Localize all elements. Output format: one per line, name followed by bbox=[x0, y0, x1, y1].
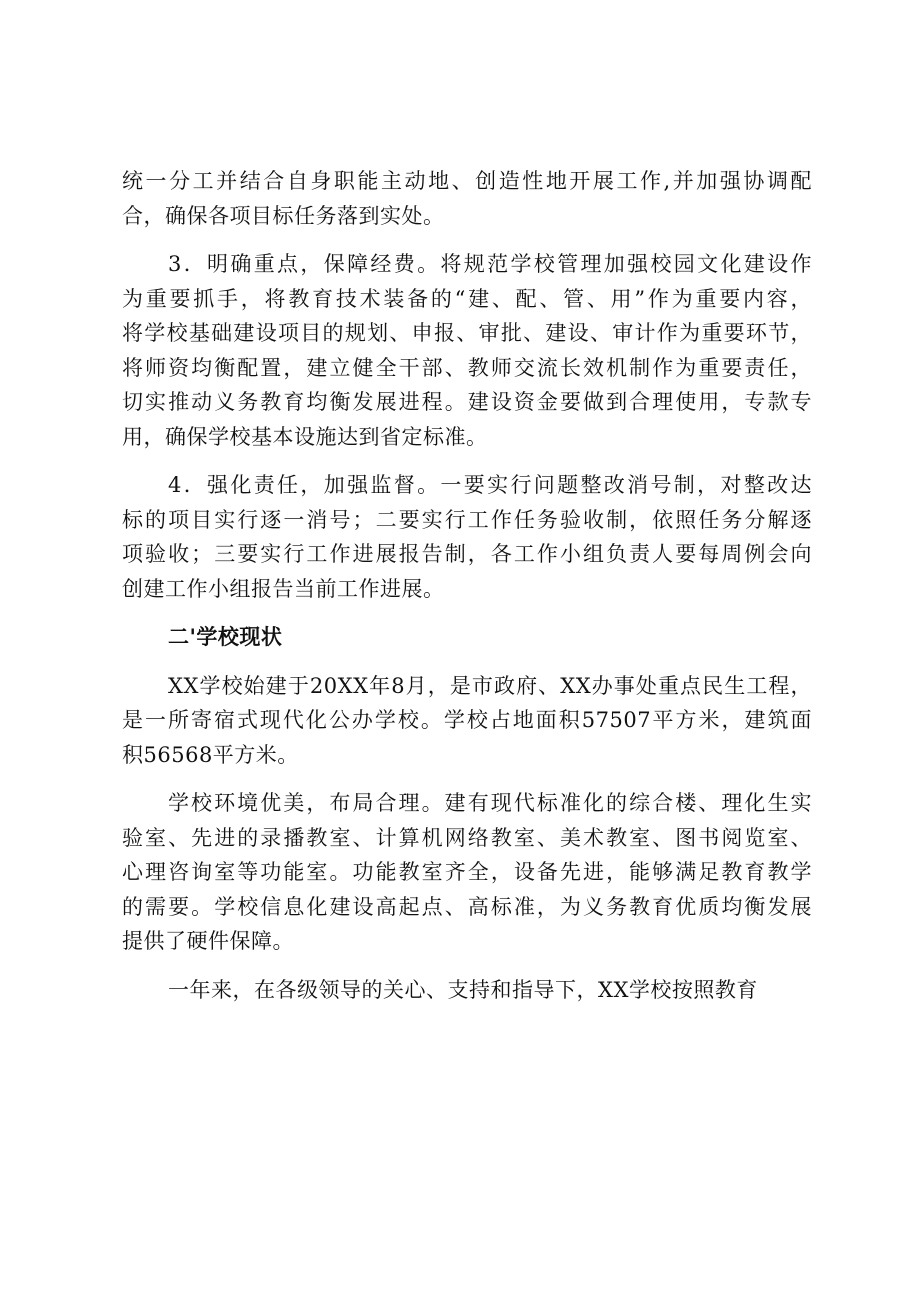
text-line: 将师资均衡配置，建立健全干部、教师交流长效机制作为重要责任， bbox=[122, 355, 812, 380]
paragraph-responsibility-supervision bbox=[122, 468, 812, 606]
text-line: XX学校始建于20XX年8月，是市政府、XX办事处重点民生工程， bbox=[168, 673, 812, 698]
text-line: 学校环境优美，布局合理。建有现代标准化的综合楼、理化生实 bbox=[168, 791, 812, 815]
text-line: 3．明确重点，保障经费。将规范学校管理加强校园文化建设作 bbox=[168, 252, 812, 276]
text-line: 用，确保学校基本设施达到省定标准。 bbox=[122, 424, 488, 449]
paragraph-school-founding bbox=[122, 669, 812, 773]
text-line: 4．强化责任，加强监督。一要实行问题整改消号制，对整改达 bbox=[168, 473, 812, 497]
text-line: 心理咨询室等功能室。功能教室齐全，设备先进，能够满足教育教学 bbox=[122, 860, 812, 884]
text-line: 将学校基础建设项目的规划、申报、审批、建设、审计作为重要环节， bbox=[122, 321, 812, 345]
text-line: 统一分工并结合自身职能主动地、创造性地开展工作,并加强协调配 bbox=[122, 169, 812, 193]
text-line: 的需要。学校信息化建设高起点、高标准，为义务教育优质均衡发展 bbox=[122, 894, 812, 919]
text-line: 切实推动义务教育均衡发展进程。建设资金要做到合理使用，专款专 bbox=[122, 390, 812, 414]
paragraph-year-review bbox=[122, 973, 812, 1008]
section-heading-school-status: 二'学校现状 bbox=[168, 625, 283, 649]
paragraph-division-of-work bbox=[122, 164, 812, 233]
text-line: 一年来，在各级领导的关心、支持和指导下，XX学校按照教育 bbox=[168, 977, 758, 1002]
text-line: 项验收；三要实行工作进展报告制，各工作小组负责人要每周例会向 bbox=[122, 542, 812, 566]
document-body bbox=[122, 164, 812, 1021]
text-line: 提供了硬件保障。 bbox=[122, 929, 294, 953]
paragraph-key-points-funding bbox=[122, 247, 812, 454]
text-line: 创建工作小组报告当前工作进展。 bbox=[122, 576, 445, 601]
text-line: 标的项目实行逐一消号；二要实行工作任务验收制，依照任务分解逐 bbox=[122, 507, 812, 532]
paragraph-school-environment bbox=[122, 786, 812, 959]
text-line: 验室、先进的录播教室、计算机网络教室、美术教室、图书阅览室、 bbox=[122, 825, 812, 850]
text-line: 是一所寄宿式现代化公办学校。学校占地面积57507平方米，建筑面 bbox=[122, 708, 812, 732]
text-line: 合，确保各项目标任务落到实处。 bbox=[122, 203, 445, 228]
text-line: 为重要抓手，将教育技术装备的“建、配、管、用”作为重要内容， bbox=[122, 286, 812, 311]
text-line: 积56568平方米。 bbox=[122, 742, 299, 767]
